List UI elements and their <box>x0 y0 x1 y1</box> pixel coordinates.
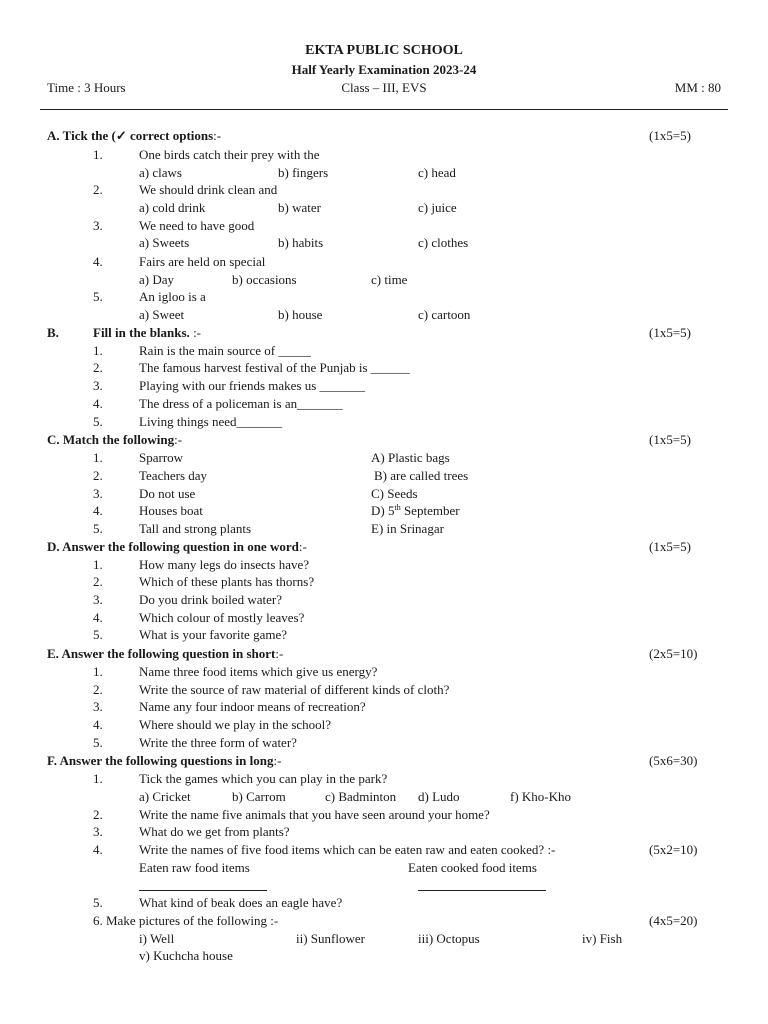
question-text: The famous harvest festival of the Punjab is ______ <box>139 360 410 375</box>
raw-food-answer-line <box>139 890 267 891</box>
section-b-title: Fill in the blanks. :- <box>93 325 202 340</box>
match-right: E) in Srinagar <box>371 521 444 536</box>
question-text: Living things need_______ <box>139 414 282 429</box>
option: a) cold drink <box>139 200 206 215</box>
question-text: Which of these plants has thorns? <box>139 574 315 589</box>
section-a-marks: (1x5=5) <box>649 128 691 143</box>
match-left: Sparrow <box>139 450 184 465</box>
question-text: Tick the games which you can play in the park? <box>139 771 388 786</box>
question-number: 5. <box>93 627 103 642</box>
question-text: We should drink clean and <box>139 182 278 197</box>
match-left: Do not use <box>139 486 196 501</box>
option: iii) Octopus <box>418 931 480 946</box>
question-number: 3. <box>93 592 103 607</box>
match-left: Tall and strong plants <box>139 521 252 536</box>
option: v) Kuchcha house <box>139 948 233 963</box>
question-text: One birds catch their prey with the <box>139 147 320 162</box>
question-text: Fairs are held on special <box>139 254 266 269</box>
match-right: A) Plastic bags <box>371 450 450 465</box>
question-text: What do we get from plants? <box>139 824 290 839</box>
section-c-marks: (1x5=5) <box>649 432 691 447</box>
exam-class: Class – III, EVS <box>341 80 427 95</box>
question-number: 5. <box>93 289 103 304</box>
question-text: Do you drink boiled water? <box>139 592 282 607</box>
section-a-title: A. Tick the (✓ correct options:- <box>47 128 222 143</box>
question-number: 3. <box>93 486 103 501</box>
question-4-marks: (5x2=10) <box>649 842 698 857</box>
question-text: We need to have good <box>139 218 255 233</box>
section-f-title: F. Answer the following questions in long:- <box>47 753 282 768</box>
school-name: EKTA PUBLIC SCHOOL <box>305 43 463 58</box>
question-number: 2. <box>93 360 103 375</box>
question-text: The dress of a policeman is an_______ <box>139 396 343 411</box>
section-d-title: D. Answer the following question in one word:- <box>47 539 307 554</box>
question-text: Name any four indoor means of recreation? <box>139 699 366 714</box>
question-number: 2. <box>93 574 103 589</box>
question-text: Name three food items which give us energy? <box>139 664 378 679</box>
option: c) cartoon <box>418 307 471 322</box>
question-number: 2. <box>93 682 103 697</box>
question-number: 3. <box>93 378 103 393</box>
question-number: 3. <box>93 699 103 714</box>
question-text: Write the names of five food items which can be eaten raw and eaten cooked? :- <box>139 842 556 857</box>
option: a) Day <box>139 272 175 287</box>
question-text: Which colour of mostly leaves? <box>139 610 305 625</box>
question-text: How many legs do insects have? <box>139 557 310 572</box>
cooked-food-column-label: Eaten cooked food items <box>408 860 537 875</box>
question-number: 5. <box>93 414 103 429</box>
question-text: Playing with our friends makes us _______ <box>139 378 366 393</box>
question-number: 3. <box>93 824 103 839</box>
question-number: 3. <box>93 218 103 233</box>
exam-title: Half Yearly Examination 2023-24 <box>291 62 477 77</box>
question-number: 5. <box>93 521 103 536</box>
option: b) occasions <box>232 272 297 287</box>
match-right: C) Seeds <box>371 486 418 501</box>
match-left: Houses boat <box>139 503 203 518</box>
section-e-title: E. Answer the following question in short:- <box>47 646 284 661</box>
question-number: 1. <box>93 343 103 358</box>
question-text: Write the three form of water? <box>139 735 297 750</box>
option: d) Ludo <box>418 789 460 804</box>
question-text: What is your favorite game? <box>139 627 287 642</box>
match-right: D) 5th September <box>371 503 460 518</box>
option: a) claws <box>139 165 182 180</box>
exam-time: Time : 3 Hours <box>47 80 126 95</box>
option: i) Well <box>139 931 175 946</box>
question-number: 2. <box>93 807 103 822</box>
option: a) Sweets <box>139 235 190 250</box>
question-text: Write the name five animals that you have seen around your home? <box>139 807 490 822</box>
question-number: 4. <box>93 396 103 411</box>
question-number: 5. <box>93 895 103 910</box>
option: c) Badminton <box>325 789 397 804</box>
raw-food-column-label: Eaten raw food items <box>139 860 250 875</box>
option: c) head <box>418 165 456 180</box>
option: a) Sweet <box>139 307 185 322</box>
question-number: 5. <box>93 735 103 750</box>
option: b) house <box>278 307 323 322</box>
question-number: 1. <box>93 557 103 572</box>
section-b-letter: B. <box>47 325 59 340</box>
cooked-food-answer-line <box>418 890 546 891</box>
option: c) clothes <box>418 235 469 250</box>
option: iv) Fish <box>582 931 623 946</box>
question-number: 2. <box>93 182 103 197</box>
check-icon: ✓ <box>115 128 127 143</box>
question-text: Rain is the main source of _____ <box>139 343 311 358</box>
option: c) juice <box>418 200 457 215</box>
option: b) habits <box>278 235 324 250</box>
question-number: 1. <box>93 450 103 465</box>
section-f-marks: (5x6=30) <box>649 753 698 768</box>
question-number: 1. <box>93 664 103 679</box>
max-marks: MM : 80 <box>674 80 721 95</box>
question-number: 4. <box>93 610 103 625</box>
option: c) time <box>371 272 408 287</box>
option: b) fingers <box>278 165 329 180</box>
question-number: 2. <box>93 468 103 483</box>
question-text: Where should we play in the school? <box>139 717 332 732</box>
section-e-marks: (2x5=10) <box>649 646 698 661</box>
option: f) Kho-Kho <box>510 789 572 804</box>
section-c-title: C. Match the following:- <box>47 432 183 447</box>
question-number: 4. <box>93 503 103 518</box>
question-number: 4. <box>93 842 103 857</box>
question-number: 4. <box>93 717 103 732</box>
section-d-marks: (1x5=5) <box>649 539 691 554</box>
question-number: 1. <box>93 771 103 786</box>
match-right: B) are called trees <box>374 468 469 483</box>
option: b) water <box>278 200 321 215</box>
option: a) Cricket <box>139 789 191 804</box>
header-divider <box>40 109 728 110</box>
option: ii) Sunflower <box>296 931 365 946</box>
question-text: 6. Make pictures of the following :- <box>93 913 279 928</box>
option: b) Carrom <box>232 789 286 804</box>
question-6-marks: (4x5=20) <box>649 913 698 928</box>
section-b-marks: (1x5=5) <box>649 325 691 340</box>
question-text: What kind of beak does an eagle have? <box>139 895 343 910</box>
question-text: Write the source of raw material of different kinds of cloth? <box>139 682 450 697</box>
question-number: 4. <box>93 254 103 269</box>
question-number: 1. <box>93 147 103 162</box>
match-left: Teachers day <box>139 468 208 483</box>
question-text: An igloo is a <box>139 289 206 304</box>
